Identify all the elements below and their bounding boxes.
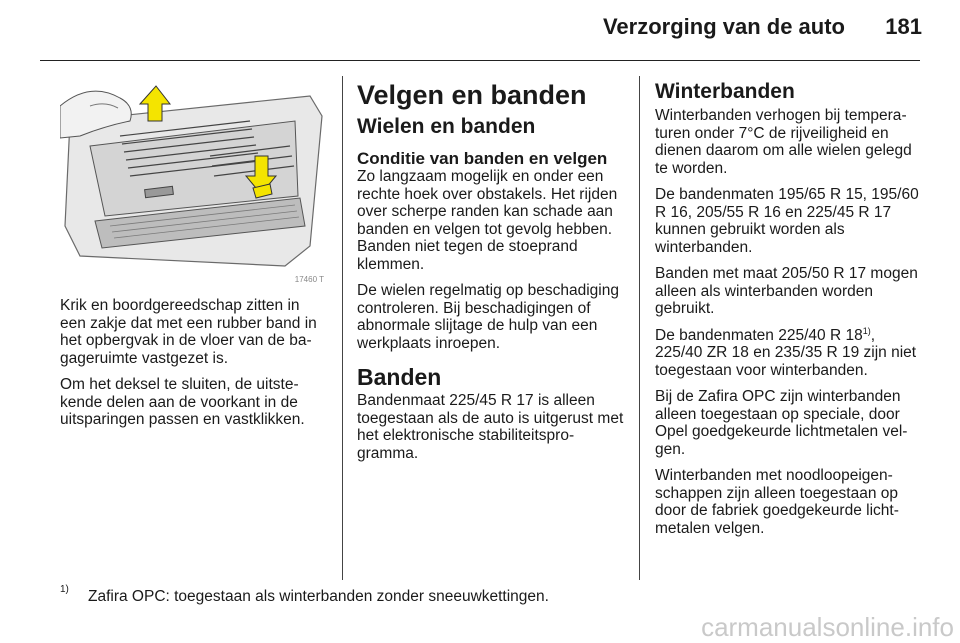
footnote-mark: 1) [60, 584, 69, 595]
col3-paragraph-5: Bij de Zafira OPC zijn winterbanden alleen toegestaan op speciale, door Opel goedgekeurde lichtmetalen velgen. [655, 388, 908, 458]
subheading-wielen-en-banden: Wielen en banden [357, 115, 536, 138]
col1-paragraph-2: Om het deksel te sluiten, de uitstekende delen aan de voorkant in de uitsparingen passen en vastklikken. [60, 376, 305, 428]
section-heading-velgen-en-banden: Velgen en banden [357, 80, 587, 110]
header-rule [40, 60, 920, 61]
column-divider-1 [342, 76, 343, 580]
subheading-conditie: Conditie van banden en velgen [357, 149, 608, 168]
col3-paragraph-3: Banden met maat 205/50 R 17 mogen alleen als winterbanden worden gebruikt. [655, 265, 918, 317]
col3-p4-before: De bandenmaten 225/40 R 18 [655, 326, 863, 344]
col3-paragraph-2: De bandenmaten 195/65 R 15, 195/60 R 16, 205/55 R 16 en 225/45 R 17 kunnen gebruikt worden als winterbanden. [655, 186, 919, 256]
column-3 [655, 80, 923, 546]
col3-paragraph-4 [655, 327, 923, 380]
subheading-winterbanden: Winterbanden [655, 80, 795, 103]
watermark: carmanualsonline.info [701, 612, 954, 642]
page-number: 181 [885, 14, 922, 39]
figure-id: 17460 T [294, 275, 324, 284]
page-header-title: Verzorging van de auto [602, 14, 845, 39]
footnote-text: Zafira OPC: toegestaan als winterbanden zonder sneeuwkettingen. [88, 588, 549, 605]
trunk-floor-drawing [60, 76, 328, 288]
subheading-banden: Banden [357, 364, 442, 390]
trunk-floor-illustration [60, 76, 328, 288]
footnote-reference[interactable]: 1) [862, 325, 871, 336]
column-divider-2 [639, 76, 640, 580]
column-2 [357, 80, 625, 471]
col3-paragraph-6: Winterbanden met noodloopeigenschappen zijn alleen toegestaan op door de fabriek goedgekeurde lichtmetalen velgen. [655, 467, 899, 537]
col2-paragraph-1: Zo langzaam mogelijk en onder een rechte hoek over obstakels. Het rijden over scherpe randen kan schade aan banden en velgen tot gevolg hebben. Banden niet tegen de stoeprand klemmen. [357, 168, 618, 273]
col3-paragraph-1: Winterbanden verhogen bij temperaturen onder 7°C de rijveiligheid en dienen daarom om alle wielen gelegd te worden. [655, 107, 912, 177]
column-1 [60, 297, 328, 438]
col2-paragraph-2: De wielen regelmatig op beschadiging controleren. Bij beschadigingen of abnormale slijtage de hulp van een werkplaats inroepen. [357, 282, 619, 352]
col3-p4-after: , 225/40 ZR 18 en 235/35 R 19 zijn niet toegestaan voor winterbanden. [655, 326, 917, 379]
col1-paragraph-1: Krik en boordgereedschap zitten in een zakje dat met een rubber band in het opbergvak in de vloer van de bagageruimte vastgezet is. [60, 297, 317, 367]
col2-paragraph-3: Bandenmaat 225/45 R 17 is alleen toegestaan als de auto is uitgerust met het elektronische stabiliteitsprogramma. [357, 392, 624, 462]
